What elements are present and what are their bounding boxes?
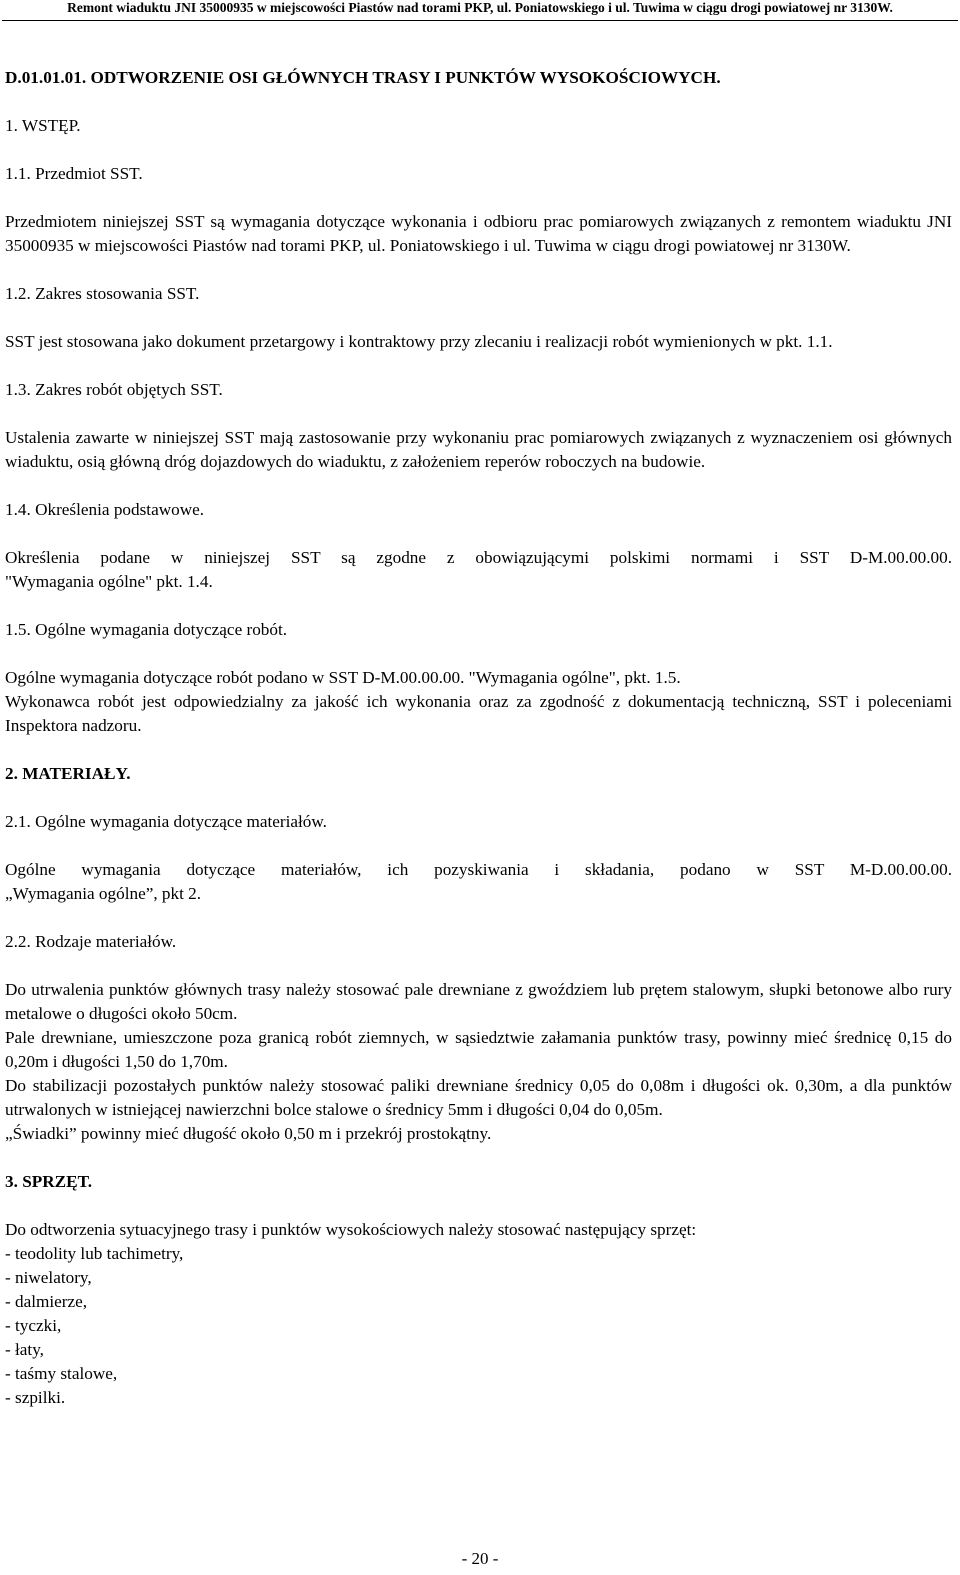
section-1-1-text: Przedmiotem niniejszej SST są wymagania dotyczące wykonania i odbioru prac pomiarowych związanych z remontem wiaduktu JNI 35000935 w miejscowości Piastów nad torami PKP, ul. Poniatowskiego i ul. Tuwima w ciągu drogi powiatowej nr 3130W. [5,212,952,255]
list-item: - teodolity lub tachimetry, [5,1244,184,1263]
list-item: - szpilki. [5,1388,66,1407]
list-item: - łaty, [5,1340,44,1359]
equipment-list [5,1242,952,1410]
section-1-5-text-1: Ogólne wymagania dotyczące robót podano w SST D-M.00.00.00. "Wymagania ogólne", pkt. 1.5. [5,668,681,687]
section-2-1-heading: 2.1. Ogólne wymagania dotyczące materiałów. [5,812,327,831]
section-1-4-heading: 1.4. Określenia podstawowe. [5,500,205,519]
section-1-3-heading: 1.3. Zakres robót objętych SST. [5,380,223,399]
section-1-2-text: SST jest stosowana jako dokument przetargowy i kontraktowy przy zlecaniu i realizacji robót wymienionych w pkt. 1.1. [5,332,833,351]
section-1-heading: 1. WSTĘP. [5,116,81,135]
section-3-intro: Do odtworzenia sytuacyjnego trasy i punktów wysokościowych należy stosować następujący sprzęt: [5,1220,697,1239]
section-2-1-text-line1: Ogólne wymagania dotyczące materiałów, ich pozyskiwania i składania, podano w SST M-D.00.00.00. [5,860,952,879]
section-2-heading: 2. MATERIAŁY. [5,764,131,783]
page-number: - 20 - [461,1549,499,1568]
header-rule [2,20,958,21]
section-1-5-heading: 1.5. Ogólne wymagania dotyczące robót. [5,620,288,639]
running-header: Remont wiaduktu JNI 35000935 w miejscowości Piastów nad torami PKP, ul. Poniatowskiego i ul. Tuwima w ciągu drogi powiatowej nr 3130W. [67,0,893,15]
list-item: - niwelatory, [5,1268,92,1287]
list-item: - dalmierze, [5,1292,88,1311]
section-1-5-text-2: Wykonawca robót jest odpowiedzialny za jakość ich wykonania oraz za zgodność z dokumentacją techniczną, SST i poleceniami Inspektora nadzoru. [5,692,952,735]
section-1-2-heading: 1.2. Zakres stosowania SST. [5,284,200,303]
section-1-1-heading: 1.1. Przedmiot SST. [5,164,143,183]
section-2-2-paragraph-4: „Świadki” powinny mieć długość około 0,50 m i przekrój prostokątny. [5,1124,492,1143]
section-2-2-paragraph-2: Pale drewniane, umieszczone poza granicą robót ziemnych, w sąsiedztwie załamania punktów trasy, powinny mieć średnicę 0,15 do 0,20m i długości 1,50 do 1,70m. [5,1028,952,1071]
document-title: D.01.01.01. ODTWORZENIE OSI GŁÓWNYCH TRASY I PUNKTÓW WYSOKOŚCIOWYCH. [5,68,721,87]
section-3-heading: 3. SPRZĘT. [5,1172,93,1191]
list-item: - tyczki, [5,1316,62,1335]
section-2-2-paragraph-1: Do utrwalenia punktów głównych trasy należy stosować pale drewniane z gwoździem lub prętem stalowym, słupki betonowe albo rury metalowe o długości około 50cm. [5,980,952,1023]
section-1-3-text: Ustalenia zawarte w niniejszej SST mają zastosowanie przy wykonaniu prac pomiarowych związanych z wyznaczeniem osi głównych wiaduktu, osią główną dróg dojazdowych do wiaduktu, z założeniem reperów roboczych na budowie. [5,428,952,471]
section-2-2-heading: 2.2. Rodzaje materiałów. [5,932,177,951]
document-body [5,66,952,1410]
section-1-4-text-line2: "Wymagania ogólne" pkt. 1.4. [5,572,213,591]
section-2-2-paragraph-3: Do stabilizacji pozostałych punktów należy stosować paliki drewniane średnicy 0,05 do 0,08m i długości ok. 0,30m, a dla punktów utrwalonych w istniejącej nawierzchni bolce stalowe o średnicy 5mm i długości 0,04 do 0,05m. [5,1076,952,1119]
section-1-4-text-line1: Określenia podane w niniejszej SST są zgodne z obowiązującymi polskimi normami i SST D-M.00.00.00. [5,548,952,567]
list-item: - taśmy stalowe, [5,1364,118,1383]
section-2-1-text-line2: „Wymagania ogólne”, pkt 2. [5,884,202,903]
